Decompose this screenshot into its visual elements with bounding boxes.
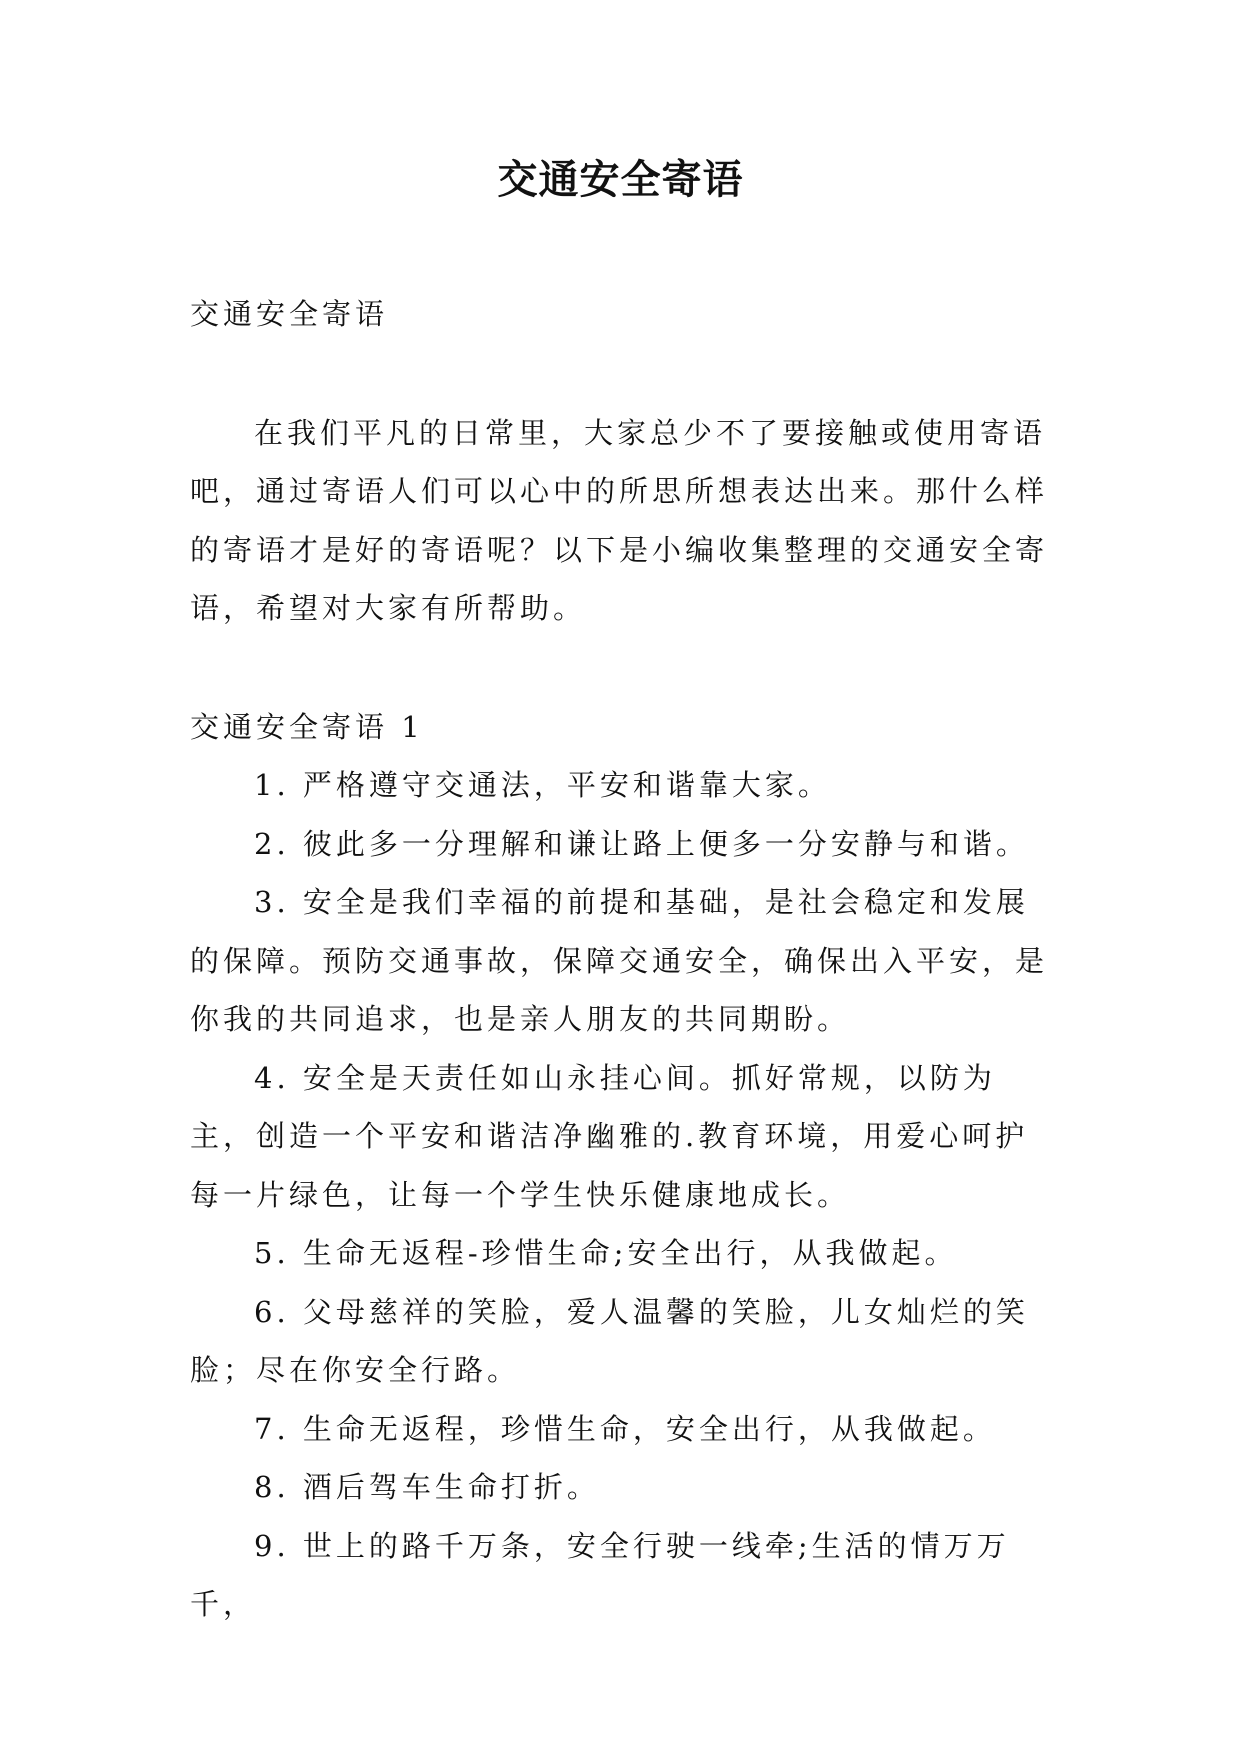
section-heading: 交通安全寄语 1	[190, 709, 424, 744]
spacer	[190, 344, 1060, 404]
subtitle: 交通安全寄语	[190, 297, 389, 331]
page-title: 交通安全寄语	[497, 156, 744, 203]
list-item: 2. 彼此多一分理解和谦让路上便多一分安静与和谐。	[254, 826, 1029, 861]
list-item: 3. 安全是我们幸福的前提和基础，是社会稳定和发展的保障。预防交通事故，保障交通安全，确保出入平安，是你我的共同追求，也是亲人朋友的共同期盼。	[190, 885, 1049, 1036]
list-item: 5. 生命无返程-珍惜生命;安全出行，从我做起。	[254, 1236, 958, 1270]
list-item: 4. 安全是天责任如山永挂心间。抓好常规，以防为主，创造一个平安和谐洁净幽雅的.教育环境，用爱心呵护每一片绿色，让每一个学生快乐健康地成长。	[190, 1060, 1029, 1212]
list-item: 6. 父母慈祥的笑脸，爱人温馨的笑脸，儿女灿烂的笑脸；尽在你安全行路。	[190, 1294, 1029, 1387]
list-item: 9. 世上的路千万条，安全行驶一线牵;生活的情万万千，	[190, 1528, 1010, 1621]
list-item: 8. 酒后驾车生命打折。	[254, 1470, 600, 1504]
list-item: 7. 生命无返程，珍惜生命，安全出行，从我做起。	[254, 1411, 996, 1446]
intro-paragraph: 在我们平凡的日常里，大家总少不了要接触或使用寄语吧，通过寄语人们可以心中的所思所想表达出来。那什么样的寄语才是好的寄语呢？以下是小编收集整理的交通安全寄语，希望对大家有所帮助。	[190, 415, 1049, 625]
list-item: 1. 严格遵守交通法，平安和谐靠大家。	[254, 768, 831, 802]
document-body	[190, 285, 1060, 1634]
spacer	[190, 638, 1060, 698]
